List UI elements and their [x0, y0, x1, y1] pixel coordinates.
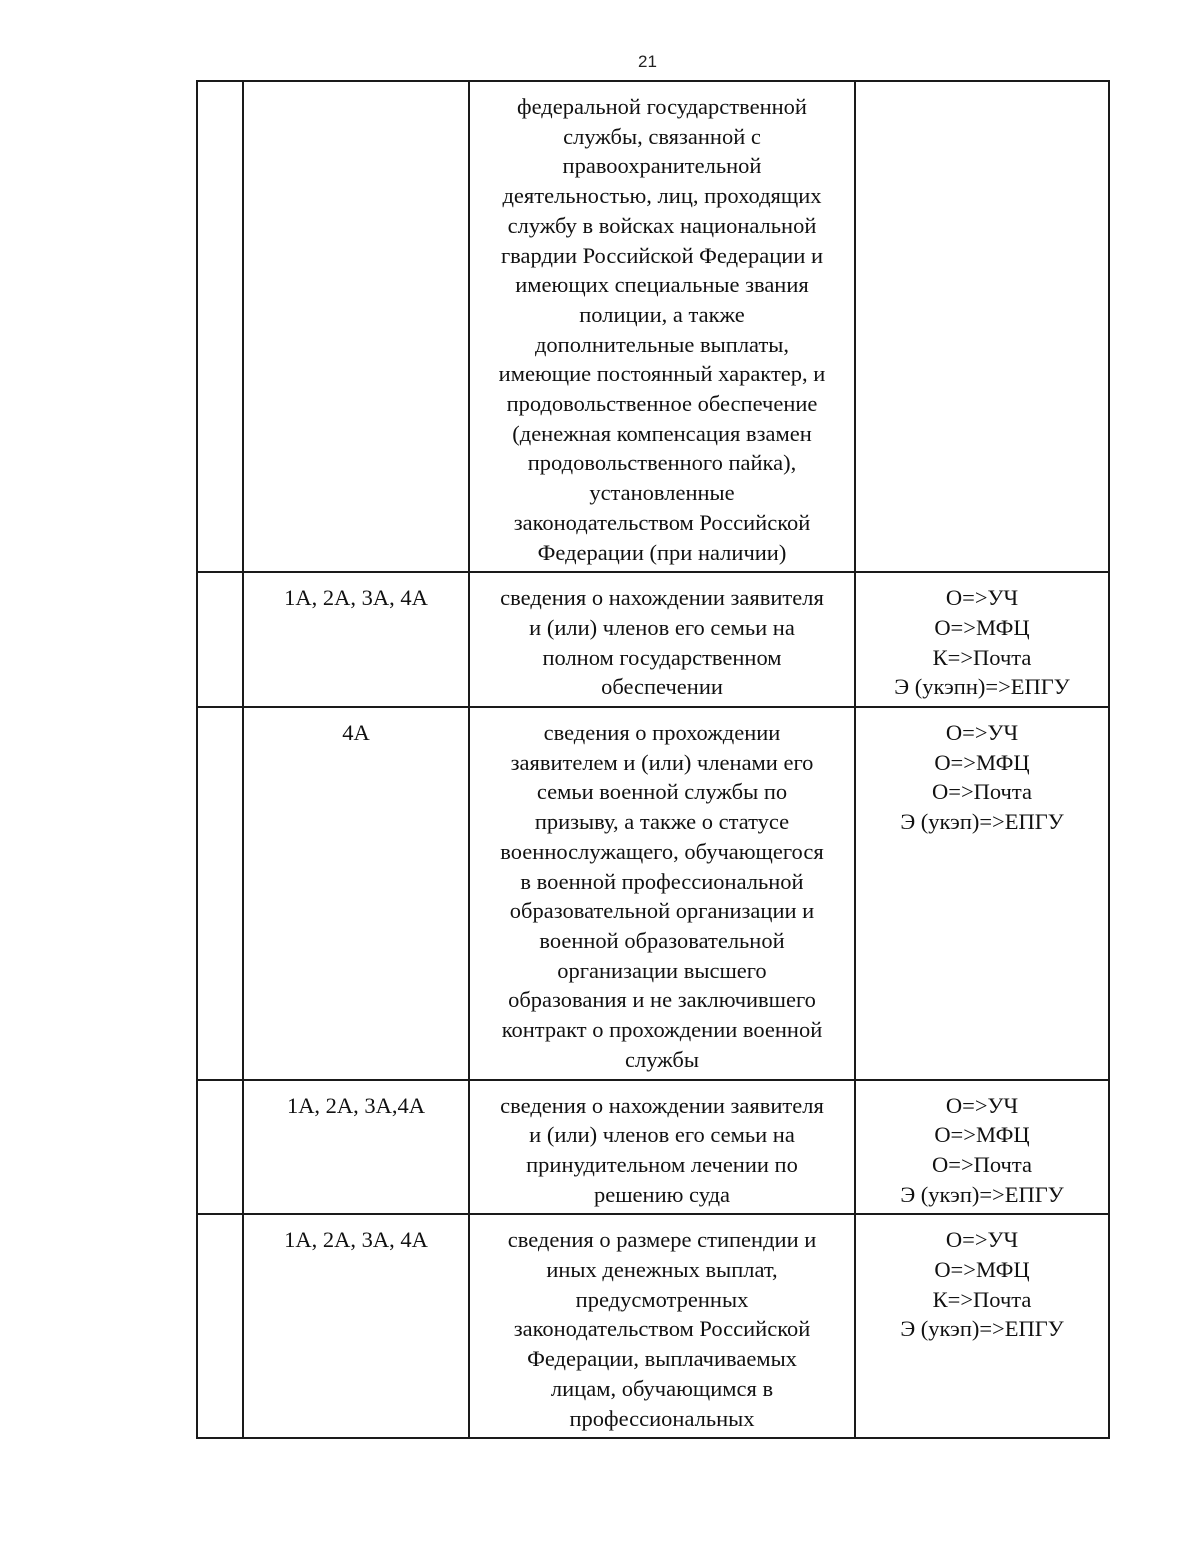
table-row: [197, 707, 1109, 1079]
row-number-cell: [197, 707, 243, 1079]
description-cell: федеральной государственной службы, связанной с правоохранительной деятельностью, лиц, проходящих службу в войсках национальной гвардии Российской Федерации и имеющих специальные звания полиции, а также дополнительные выплаты, имеющие постоянный характер, и продовольственное обеспечение (денежная компенсация взамен продовольственного пайка), установленные законодательством Российской Федерации (при наличии): [469, 81, 855, 572]
categories-cell: 4А: [243, 707, 469, 1079]
categories-cell: [243, 81, 469, 572]
row-number-cell: [197, 1080, 243, 1215]
table-row: [197, 1080, 1109, 1215]
submission-methods-cell: О=>УЧ О=>МФЦ К=>Почта Э (укэпн)=>ЕПГУ: [855, 572, 1109, 707]
description-cell: сведения о прохождении заявителем и (или) членами его семьи военной службы по призыву, а также о статусе военнослужащего, обучающегося в военной профессиональной образовательной организации и военной образовательной организации высшего образования и не заключившего контракт о прохождении военной службы: [469, 707, 855, 1079]
table-row: [197, 81, 1109, 572]
page-number: 21: [638, 52, 657, 71]
document-table: [196, 80, 1110, 1439]
row-number-cell: [197, 81, 243, 572]
categories-cell: 1А, 2А, 3А, 4А: [243, 572, 469, 707]
description-cell: сведения о нахождении заявителя и (или) членов его семьи на принудительном лечении по решению суда: [469, 1080, 855, 1215]
categories-cell: 1А, 2А, 3А,4А: [243, 1080, 469, 1215]
row-number-cell: [197, 572, 243, 707]
submission-methods-cell: О=>УЧ О=>МФЦ О=>Почта Э (укэп)=>ЕПГУ: [855, 707, 1109, 1079]
submission-methods-cell: [855, 81, 1109, 572]
description-cell: сведения о нахождении заявителя и (или) членов его семьи на полном государственном обеспечении: [469, 572, 855, 707]
table-row: [197, 1214, 1109, 1438]
description-cell: сведения о размере стипендии и иных денежных выплат, предусмотренных законодательством Российской Федерации, выплачиваемых лицам, обучающимся в профессиональных: [469, 1214, 855, 1438]
categories-cell: 1А, 2А, 3А, 4А: [243, 1214, 469, 1438]
table-row: [197, 572, 1109, 707]
submission-methods-cell: О=>УЧ О=>МФЦ К=>Почта Э (укэп)=>ЕПГУ: [855, 1214, 1109, 1438]
row-number-cell: [197, 1214, 243, 1438]
submission-methods-cell: О=>УЧ О=>МФЦ О=>Почта Э (укэп)=>ЕПГУ: [855, 1080, 1109, 1215]
